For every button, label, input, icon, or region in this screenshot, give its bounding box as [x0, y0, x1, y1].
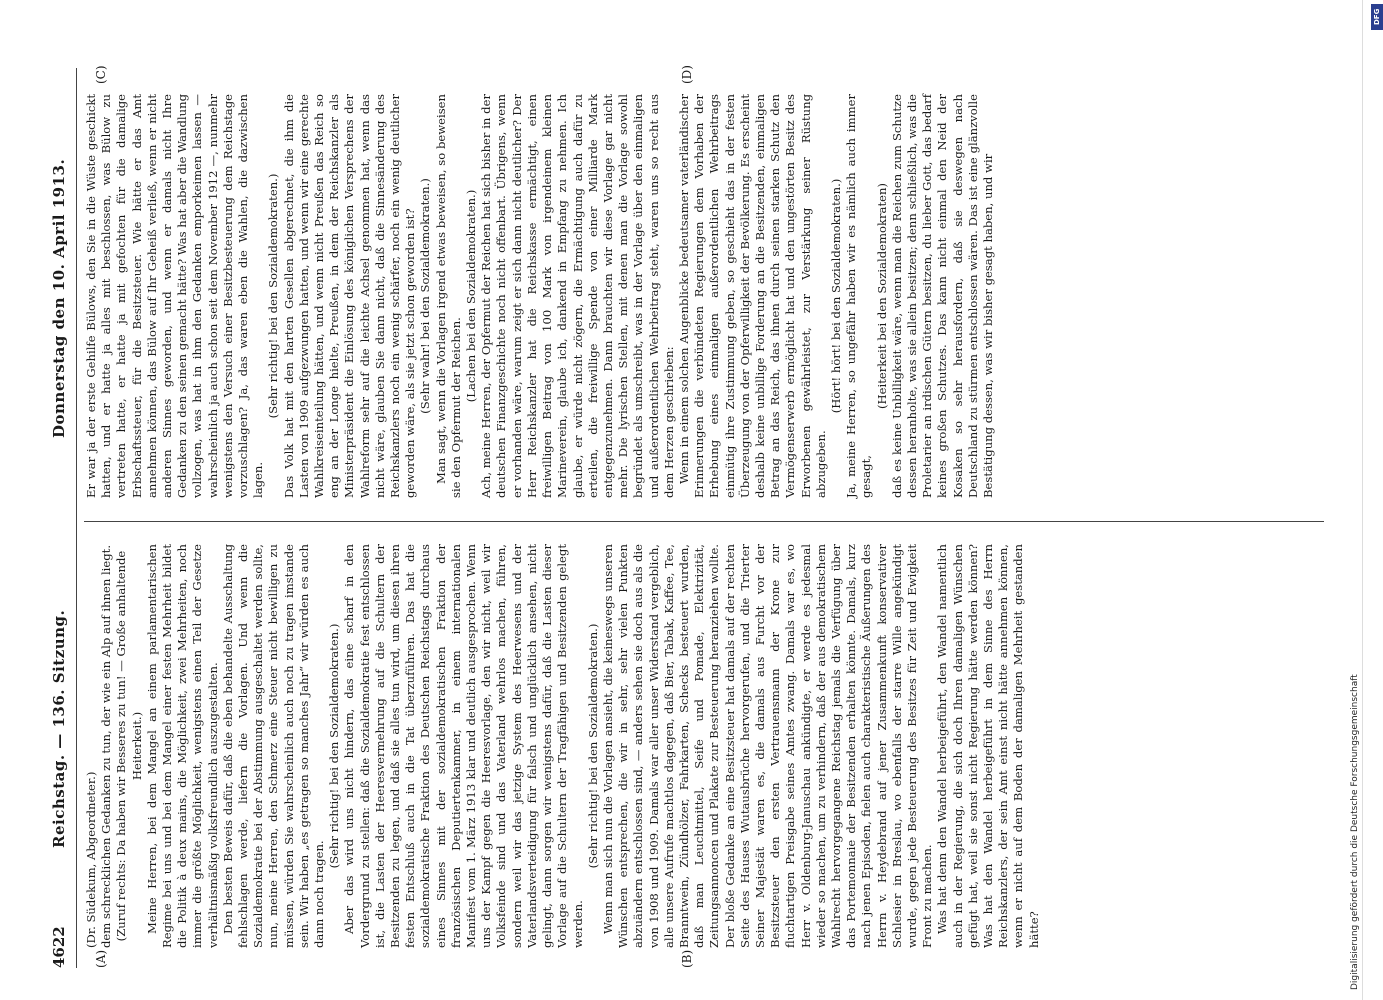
- left-column: [84, 544, 1042, 948]
- interjection: (Zuruf rechts: Da haben wir Besseres zu tun! — Große anhaltende Heiterkeit.): [114, 550, 144, 942]
- quotation: Wenn in einem solchen Augenblicke bedeutsamer vaterländischer Erinnerungen die verbündeten Regierungen dem Vorhaben der Erhebung eines einmaligen außerordentlichen Wehrbeitrags einmütig ihre Zustimmung geben, so geschieht das in der festen Überzeugung von der Opferwilligkeit der Bevölkerung. Es erscheint deshalb keine unbillige Forderung an die Besitzenden, einmaligen Betrag an das Reich, das ihnen durch seinen starken Schutz den Vermögenserwerb ermöglicht hat und den ungestörten Besitz des Erworbenen gewährleistet, zur Verstärkung seiner Rüstung abzugeben.: [676, 94, 828, 498]
- dfg-logo: DFG: [1371, 4, 1383, 30]
- column-divider: [84, 521, 1324, 522]
- speaker-note: (Dr. Südekum, Abgeordneter.): [84, 771, 98, 948]
- scan-edge: [1362, 0, 1363, 1000]
- page-number: 4622: [50, 926, 68, 968]
- margin-mark-d: (D): [680, 65, 694, 84]
- paragraph: Meine Herren, bei dem Mangel an einem parlamentarischen Regime bei uns und bei dem Mangel einer festen Mehrheit bildet die Politik à deux mains, die Möglichkeit, zwei Mehrheiten, noch immer die größte Möglichkeit, wenigstens einen Teil der Gesetze verhältnismäßig volksfreundlich auszugestalten.: [144, 544, 220, 948]
- paragraph: Wenn man sich nun die Vorlagen ansieht, die keineswegs unseren Wünschen entsprechen, die wir in sehr, sehr vielen Punkten abzuändern entschlossen sind, — anders sehen sie doch aus als die von 1908 und 1909. Damals war aller unser Widerstand vergeblich, alle unsere Aufrufe machtlos dagegen, daß Bier, Tabak, Kaffee, Tee, Branntwein, Zündhölzer, Fahrkarten, Schecks besteuert wurden, daß man Leuchtmittel, Seife und Pomade, Elektrizität, Zeitungsannoncen und Plakate zur Besteuerung heranziehen wollte. Der bloße Gedanke an eine Besitzsteuer hat damals auf der rechten Seite des Hauses Wutausbrüche hervorgerufen, und die Trierter Seiner Majestät waren es, die damals aus Furcht vor der Besitzsteuer den ersten Vertrauensmann der Krone zur fluchtartigen Preisgabe seines Amtes zwang. Damals war es, wo Herr v. Oldenburg-Januschau ankündigte, er werde es jedesmal wieder so machen, um zu verhindern, daß der aus demokratischem Wahlrecht hervorgegangene Reichstag jemals die Verfügung über das Portemonnaie der Besitzenden erhalten könnte. Damals, kurz nach jenen Episoden, fielen auch charakteristische Äußerungen des Herrn v. Heydebrand auf jener Zusammenkunft konservativer Schlesier in Breslau, wo ebenfalls der starre Wille angekündigt wurde, gegen jede Besteuerung des Besitzes für Zeit und Ewigkeit Front zu machen.: [600, 544, 935, 948]
- session-date: Donnerstag den 10. April 1913.: [50, 158, 68, 438]
- interjection: (Sehr richtig! bei den Sozialdemokraten.): [266, 173, 281, 419]
- interjection: (Lachen bei den Sozialdemokraten.): [464, 189, 479, 403]
- interjection: (Sehr richtig! bei den Sozialdemokraten.): [327, 623, 342, 869]
- paragraph: Ach, meine Herren, der Opfermut der Reichen hat sich bisher in der deutschen Finanzgeschichte noch nicht offenbart. Übrigens, wenn er vorhanden wäre, warum zeigt er sich dann nicht deutlicher? Der Herr Reichskanzler hat die Reichskasse ermächtigt, einen freiwilligen Beitrag von 100 Mark von irgendeinem kleinen Marineverein, glaube ich, dankend in Empfang zu nehmen. Ich glaube, er würde nicht zögern, die Ermächtigung auch dafür zu erteilen, die freiwillige Spende von einer Milliarde Mark entgegenzunehmen. Dann brauchten wir diese Vorlage gar nicht mehr. Die lyrischen Stellen, mit denen man die Vorlage sowohl begründet als umschreibt, was in der Vorlage über den einmaligen und außerordentlichen Wehrbeitrag steht, waren uns so recht aus dem Herzen geschrieben:: [479, 94, 676, 498]
- paragraph: Ja, meine Herren, so ungefähr haben wir es nämlich auch immer gesagt,: [844, 94, 874, 498]
- paragraph: Was hat denn den Wandel herbeigeführt, den Wandel namentlich auch in der Regierung, die sich doch Ihren damaligen Wünschen gefügt hat, weil sie sonst nicht Regierung hätte werden können? Was hat den Wandel herbeigeführt in dem Sinne des Herrn Reichskanzlers, der sein Amt einst nicht hätte annehmen können, wenn er nicht auf dem Boden der damaligen Mehrheit gestanden hätte?: [935, 544, 1041, 948]
- interjection: (Sehr wahr! bei den Sozialdemokraten.): [418, 178, 433, 414]
- interjection: (Hört! hört! bei den Sozialdemokraten.): [828, 178, 843, 414]
- interjection: (Sehr richtig! bei den Sozialdemokraten.): [585, 623, 600, 869]
- margin-mark-b: (B): [680, 949, 694, 968]
- digitization-credit: Digitalisierung gefördert durch die Deutsche Forschungsgemeinschaft: [1350, 674, 1360, 990]
- margin-mark-a: (A): [94, 949, 108, 968]
- session-title: Reichstag. — 136. Sitzung.: [50, 609, 68, 848]
- page-header: [40, 68, 80, 968]
- paragraph: Den besten Beweis dafür, daß die eben behandelte Ausschaltung fehlschlagen werde, liefern die Vorlagen. Und wenn die Sozialdemokratie bei der Abstimmung ausgeschaltet werden sollte, nun, meine Herren, den Schmerz eine Steuer nicht bewilligen zu müssen, würden Sie wahrscheinlich auch noch zu tragen imstande sein. Wir haben „es getragen so manches Jahr“ wir würden es auch dann noch tragen.: [220, 544, 327, 948]
- margin-mark-c: (C): [94, 65, 108, 84]
- paragraph: Aber das wird uns nicht hindern, das eine scharf in den Vordergrund zu stellen: daß die Sozialdemokratie fest entschlossen ist, die Lasten der Heeresvermehrung auf die Schultern der Besitzenden zu legen, und daß sie alles tun wird, um diesen ihren festen Entschluß auch in die Tat überzuführen. Das hat die sozialdemokratische Fraktion des Deutschen Reichstags durchaus eines Sinnes mit der sozialdemokratischen Fraktion der französischen Deputiertenkammer, in einem internationalen Manifest vom 1. März 1913 klar und deutlich ausgesprochen. Wenn uns der Kampf gegen die Heeresvorlage, den wir nicht, weil wir Volksfeinde sind und das Vaterland wehrlos machen, führen, sondern weil wir das jetzige System des Heerwesens und der Vaterlandsverteidigung für falsch und unglücklich ansehen, nicht gelingt, dann sorgen wir wenigstens dafür, daß die Lasten dieser Vorlage auf die Schultern der Tragfähigen und Besitzenden gelegt werden.: [342, 544, 585, 948]
- right-column: [84, 94, 996, 498]
- paragraph: daß es keine Unbilligkeit wäre, wenn man die Reichen zum Schutze dessen heranholte, was sie allein besitzen; denn schließlich, was die Proletarier an irdischen Gütern besitzen, du lieber Gott, das bedarf keines großen Schutzes. Das kann nicht einmal den Neid der Kosaken so sehr herausfordern, daß sie deswegen nach Deutschland zu stürmen entschlossen wären. Das ist eine glänzvolle Bestätigung dessen, was wir bisher gesagt haben, und wir: [889, 94, 995, 498]
- rotated-page: [40, 65, 1340, 968]
- paragraph: Das Volk hat mit den harten Gesellen abgerechnet, die ihm die Lasten von 1909 aufgezwungen hatten, und wenn wir eine gerechte Wahlkreiseinteilung hätten, und wenn nicht Preußen das Reich so eng an der Longe hielte, Preußen, in dem der Reichskanzler als Ministerpräsident die Einlösung des königlichen Versprechens der Wahlreform sehr auf die leichte Achsel genommen hat, wenn das nicht wäre, glauben Sie dann nicht, daß die Sinnesänderung des Reichskanzlers noch ein wenig schärfer, noch ein wenig deutlicher geworden wäre, als sie jetzt schon geworden ist?: [281, 94, 418, 498]
- paragraph: Man sagt, wenn die Vorlagen irgend etwas beweisen, so beweisen sie den Opfermut der Reichen.: [433, 94, 463, 498]
- interjection: (Heiterkeit bei den Sozialdemokraten): [874, 183, 889, 409]
- paragraph: Er war ja der erste Gehilfe Bülows, den Sie in die Wüste geschickt hatten, und er hatte ja alles mit beschlossen, was Bülow zu vertreten hatte, er hatte ja mit gefochten für die damalige Erbschaftssteuer, für die Besitzsteuer. Wie hätte er das Amt annehmen können, das Bülow auf Ihr Geheiß verließ, wenn er nicht anderen Sinnes geworden, und wenn er damals nicht Ihre Gedanken zu den seinen gemacht hätte? Was hat aber die Wandlung vollzogen, was hat in ihm den Gedanken emporkeimen lassen — wahrscheinlich ja auch schon seit dem November 1912 —, nunmehr wenigstens den Versuch einer Besitzbesteuerung dem Reichstage vorzuschlagen? Ja, das waren eben die Wahlen, die dazwischen lagen.: [84, 94, 266, 498]
- header-rule: [76, 68, 77, 968]
- paragraph: dem schrecklichen Gedanken zu tun, der wie ein Alp auf ihnen liegt.: [99, 544, 114, 948]
